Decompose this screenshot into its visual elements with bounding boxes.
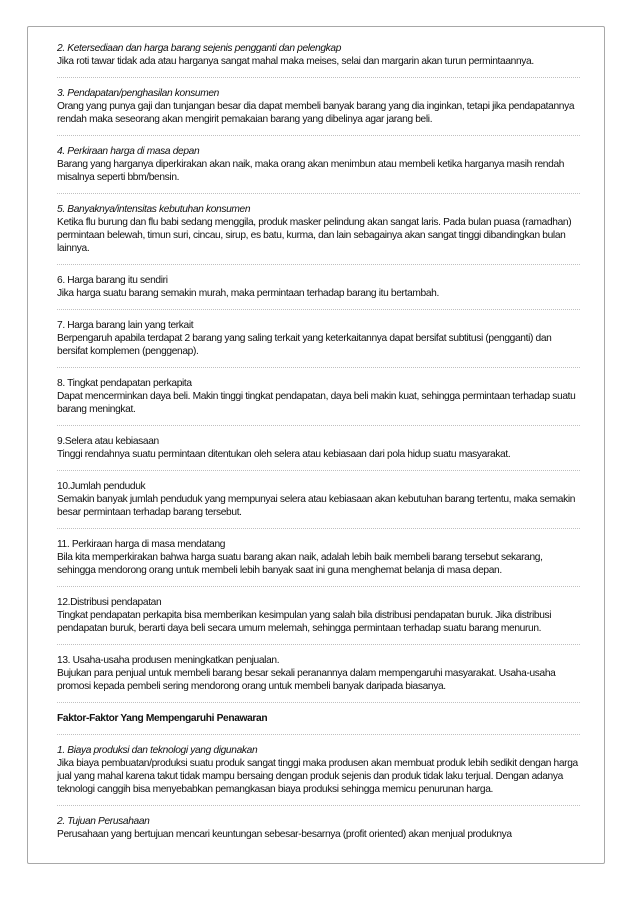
demand-factor-7 [57, 319, 580, 358]
divider [57, 702, 580, 703]
factor-body: Orang yang punya gaji dan tunjangan besar dia dapat membeli banyak barang yang dia inginkan, tetapi jika pendapatannya rendah maka seseorang akan mengirit pemakaian barang yang dibelinya agar jarang beli. [57, 101, 575, 125]
demand-factor-2 [57, 42, 580, 68]
factor-title: 7. Harga barang lain yang terkait [57, 320, 194, 331]
divider [57, 470, 580, 471]
divider [57, 77, 580, 78]
demand-factor-13 [57, 654, 580, 693]
factor-title: 2. Ketersediaan dan harga barang sejenis pengganti dan pelengkap [57, 43, 342, 54]
factor-title: 6. Harga barang itu sendiri [57, 275, 168, 286]
factor-title: 13. Usaha-usaha produsen meningkatkan penjualan. [57, 655, 280, 666]
factor-title: 1. Biaya produksi dan teknologi yang digunakan [57, 745, 258, 756]
factor-title: 4. Perkiraan harga di masa depan [57, 146, 200, 157]
factor-title: 11. Perkiraan harga di masa mendatang [57, 539, 226, 550]
factor-title: 3. Pendapatan/penghasilan konsumen [57, 88, 219, 99]
factor-body: Tingkat pendapatan perkapita bisa memberikan kesimpulan yang salah bila distribusi pendapatan buruk. Jika distribusi pendapatan buruk, berarti daya beli secara umum melemah, sehingga permintaan terhadap suatu barang menurun. [57, 610, 552, 634]
factor-title: 9.Selera atau kebiasaan [57, 436, 159, 447]
factor-body: Jika biaya pembuatan/produksi suatu produk sangat tinggi maka produsen akan membuat produk lebih sedikit dengan harga jual yang mahal karena takut tidak mampu bersaing dengan produk sejenis dan produk tidak laku terjual. Dengan adanya teknologi canggih bisa menyebabkan pemangkasan biaya produksi sehingga memicu penurunan harga. [57, 758, 578, 795]
demand-factor-10 [57, 480, 580, 519]
supply-factor-2 [57, 815, 580, 841]
factor-title: 8. Tingkat pendapatan perkapita [57, 378, 192, 389]
factor-body: Dapat mencerminkan daya beli. Makin tinggi tingkat pendapatan, daya beli makin kuat, sehingga permintaan terhadap suatu barang meningkat. [57, 391, 576, 415]
demand-factor-6 [57, 274, 580, 300]
section-heading: Faktor-Faktor Yang Mempengaruhi Penawaran [57, 713, 268, 724]
divider [57, 644, 580, 645]
demand-factor-11 [57, 538, 580, 577]
factor-body: Berpengaruh apabila terdapat 2 barang yang saling terkait yang keterkaitannya dapat bersifat subtitusi (pengganti) dan bersifat komplemen (penggenap). [57, 333, 552, 357]
factor-title: 10.Jumlah penduduk [57, 481, 146, 492]
divider [57, 193, 580, 194]
factor-title: 2. Tujuan Perusahaan [57, 816, 150, 827]
factor-title: 5. Banyaknya/intensitas kebutuhan konsumen [57, 204, 251, 215]
divider [57, 135, 580, 136]
demand-factor-3 [57, 87, 580, 126]
supply-factor-1 [57, 744, 580, 796]
section-heading-block [57, 712, 580, 725]
factor-body: Semakin banyak jumlah penduduk yang mempunyai selera atau kebiasaan akan kebutuhan barang tertentu, maka semakin besar permintaan terhadap barang tersebut. [57, 494, 576, 518]
divider [57, 264, 580, 265]
demand-factor-12 [57, 596, 580, 635]
factor-body: Perusahaan yang bertujuan mencari keuntungan sebesar-besarnya (profit oriented) akan menjual produknya [57, 829, 512, 840]
demand-factor-5 [57, 203, 580, 255]
factor-body: Jika roti tawar tidak ada atau harganya sangat mahal maka meises, selai dan margarin akan turun permintaannya. [57, 56, 534, 67]
factor-body: Bujukan para penjual untuk membeli barang besar sekali peranannya dalam mempengaruhi masyarakat. Usaha-usaha promosi kepada pembeli sering mendorong orang untuk membeli banyak daripada biasanya. [57, 668, 556, 692]
factor-body: Tinggi rendahnya suatu permintaan ditentukan oleh selera atau kebiasaan dari pola hidup suatu masyarakat. [57, 449, 511, 460]
divider [57, 309, 580, 310]
divider [57, 586, 580, 587]
factor-body: Barang yang harganya diperkirakan akan naik, maka orang akan menimbun atau membeli ketika harganya masih rendah misalnya seperti bbm/bensin. [57, 159, 565, 183]
divider [57, 528, 580, 529]
factor-body: Bila kita memperkirakan bahwa harga suatu barang akan naik, adalah lebih baik membeli barang tersebut sekarang, sehingga mendorong orang untuk membeli lebih banyak saat ini guna menghemat belanja di masa depan. [57, 552, 543, 576]
factor-title: 12.Distribusi pendapatan [57, 597, 162, 608]
divider [57, 425, 580, 426]
divider [57, 734, 580, 735]
factor-body [57, 216, 580, 255]
factor-body: Jika harga suatu barang semakin murah, maka permintaan terhadap barang itu bertambah. [57, 288, 439, 299]
demand-factor-8 [57, 377, 580, 416]
divider [57, 805, 580, 806]
demand-factor-4 [57, 145, 580, 184]
document-body [57, 42, 580, 850]
divider [57, 367, 580, 368]
demand-factor-9 [57, 435, 580, 461]
factor-body-text: Ketika flu burung dan flu babi sedang menggila, produk masker pelindung akan sangat laris. Pada bulan puasa (ramadhan) permintaan belewah, timun suri, cincau, sirup, es batu, kurma, dan lain sebagainya akan sangat tinggi dibandingkan bulan lainnya. [57, 217, 572, 254]
